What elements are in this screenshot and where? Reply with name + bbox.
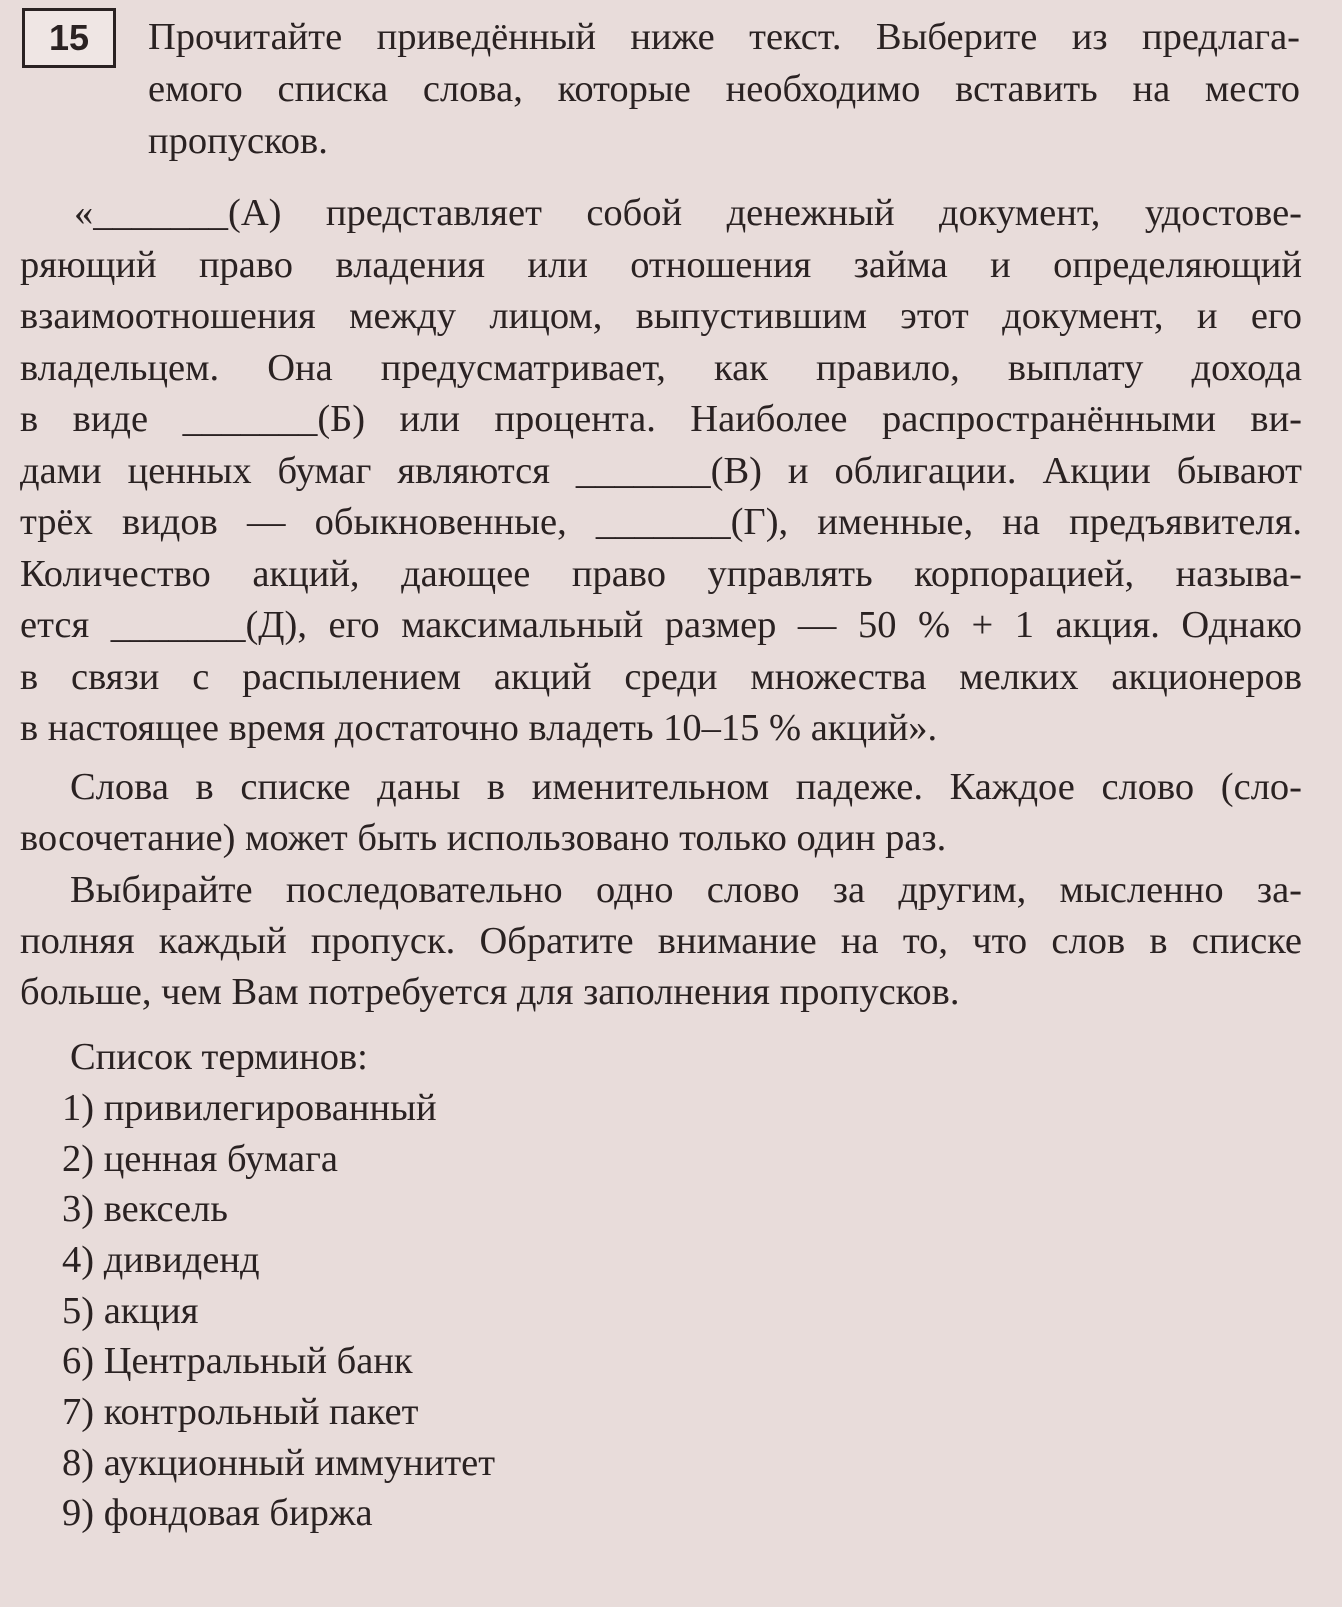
- intro-line: Прочитайте приведённый ниже текст. Выберите из предлага-: [148, 16, 1300, 58]
- passage-line: ется _______(Д), его максимальный размер — 50 % + 1 акция. Однако: [20, 604, 1302, 646]
- term-item: 7) контрольный пакет: [62, 1391, 419, 1433]
- passage-line: дами ценных бумаг являются _______(В) и облигации. Акции бывают: [20, 450, 1302, 492]
- term-item: 5) акция: [62, 1290, 199, 1332]
- task-number-box: [22, 8, 116, 68]
- intro-line: пропусков.: [148, 120, 328, 162]
- intro-line: емого списка слова, которые необходимо вставить на место: [148, 68, 1300, 110]
- terms-heading: Список терминов:: [70, 1036, 368, 1078]
- term-item: 2) ценная бумага: [62, 1138, 338, 1180]
- passage-line: «_______(А) представляет собой денежный документ, удостове-: [74, 192, 1302, 234]
- passage-line: в настоящее время достаточно владеть 10–15 % акций».: [20, 707, 938, 749]
- instruction-line: Выбирайте последовательно одно слово за другим, мысленно за-: [70, 869, 1302, 911]
- passage-line: в связи с распылением акций среди множества мелких акционеров: [20, 656, 1302, 698]
- passage-line: трёх видов — обыкновенные, _______(Г), именные, на предъявителя.: [20, 501, 1302, 543]
- passage-line: владельцем. Она предусматривает, как правило, выплату дохода: [20, 347, 1302, 389]
- instruction-line: полняя каждый пропуск. Обратите внимание на то, что слов в списке: [20, 920, 1302, 962]
- task-number: 15: [48, 17, 90, 58]
- term-item: 1) привилегированный: [62, 1087, 437, 1129]
- passage-line: Количество акций, дающее право управлять корпорацией, называ-: [20, 553, 1302, 595]
- passage-line: ряющий право владения или отношения займа и определяющий: [20, 244, 1302, 286]
- passage-line: в виде _______(Б) или процента. Наиболее распространёнными ви-: [20, 398, 1302, 440]
- instruction-line: больше, чем Вам потребуется для заполнения пропусков.: [20, 971, 960, 1013]
- term-item: 9) фондовая биржа: [62, 1492, 373, 1534]
- term-item: 4) дивиденд: [62, 1239, 260, 1281]
- note-line: Слова в списке даны в именительном падеже. Каждое слово (сло-: [70, 766, 1302, 808]
- term-item: 8) аукционный иммунитет: [62, 1442, 496, 1484]
- passage-line: взаимоотношения между лицом, выпустившим этот документ, и его: [20, 295, 1302, 337]
- term-item: 6) Центральный банк: [62, 1340, 413, 1382]
- note-line: восочетание) может быть использовано только один раз.: [20, 817, 947, 859]
- term-item: 3) вексель: [62, 1188, 228, 1230]
